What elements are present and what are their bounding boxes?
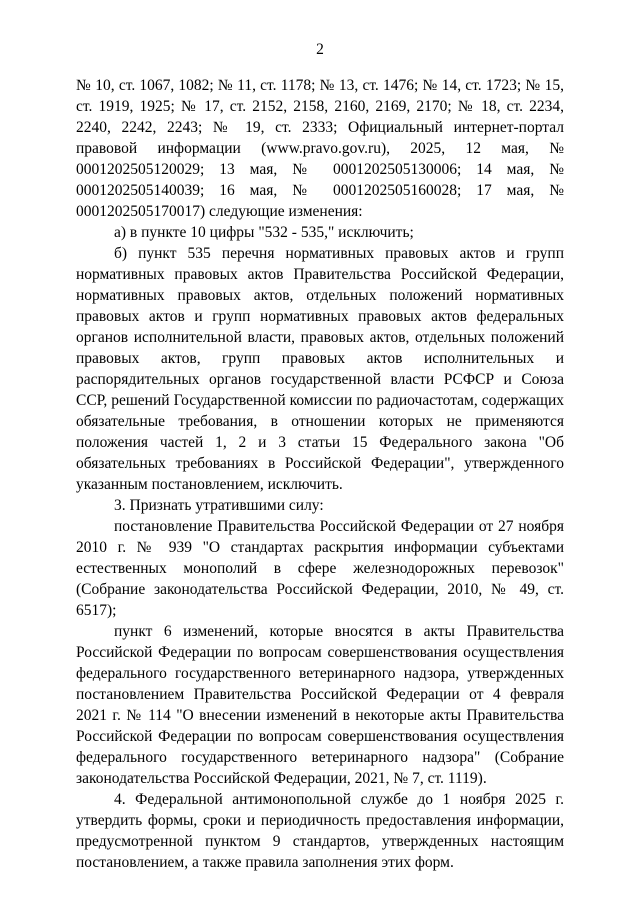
paragraph-repealed-resolution: постановление Правительства Российской Федерации от 27 ноября 2010 г. № 939 "О стандартах раскрытия информации субъектами естественных монополий в сфере железнодорожных перевозок" (Собрание законодательства Российской Федерации, 2010, № 49, ст. 6517); xyxy=(76,518,564,619)
paragraph-section-4: 4. Федеральной антимонопольной службе до 1 ноября 2025 г. утвердить формы, сроки и периодичность предоставления информации, предусмотренной пунктом 9 стандартов, утвержденных настоящим постановлением, а также правила заполнения этих форм. xyxy=(76,791,564,871)
document-body xyxy=(76,75,564,873)
paragraph-item-b: б) пункт 535 перечня нормативных правовых актов и групп нормативных правовых актов Правительства Российской Федерации, нормативных правовых актов, отдельных положений нормативных правовых актов и групп нормативных правовых актов федеральных органов исполнительной власти, правовых актов, отдельных положений правовых актов, групп правовых актов исполнительных и распорядительных органов государственной власти РСФСР и Союза ССР, решений Государственной комиссии по радиочастотам, содержащих обязательные требования, в отношении которых не применяются положения частей 1, 2 и 3 статьи 15 Федерального закона "Об обязательных требованиях в Российской Федерации", утвержденного указанным постановлением, исключить. xyxy=(76,245,564,493)
paragraph-amendments-source: № 10, ст. 1067, 1082; № 11, ст. 1178; № 13, ст. 1476; № 14, ст. 1723; № 15, ст. 1919, 1925; № 17, ст. 2152, 2158, 2160, 2169, 2170; № 18, ст. 2234, 2240, 2242, 2243; № 19, ст. 2333; Официальный интернет-портал правовой информации (www.pravo.gov.ru), 2025, 12 мая, № 0001202505120029; 13 мая, № 0001202505130006; 14 мая, № 0001202505140039; 16 мая, № 0001202505160028; 17 мая, № 0001202505170017) следующие изменения: xyxy=(76,77,564,220)
paragraph-item-a: а) в пункте 10 цифры "532 - 535," исключить; xyxy=(114,224,414,241)
paragraph-section-3: 3. Признать утратившими силу: xyxy=(114,497,324,514)
page-number: 2 xyxy=(316,41,324,58)
paragraph-repealed-item-6: пункт 6 изменений, которые вносятся в акты Правительства Российской Федерации по вопросам совершенствования осуществления федерального государственного ветеринарного надзора, утвержденных постановлением Правительства Российской Федерации от 4 февраля 2021 г. № 114 "О внесении изменений в некоторые акты Правительства Российской Федерации по вопросам совершенствования осуществления федерального государственного ветеринарного надзора" (Собрание законодательства Российской Федерации, 2021, № 7, ст. 1119). xyxy=(76,623,564,787)
